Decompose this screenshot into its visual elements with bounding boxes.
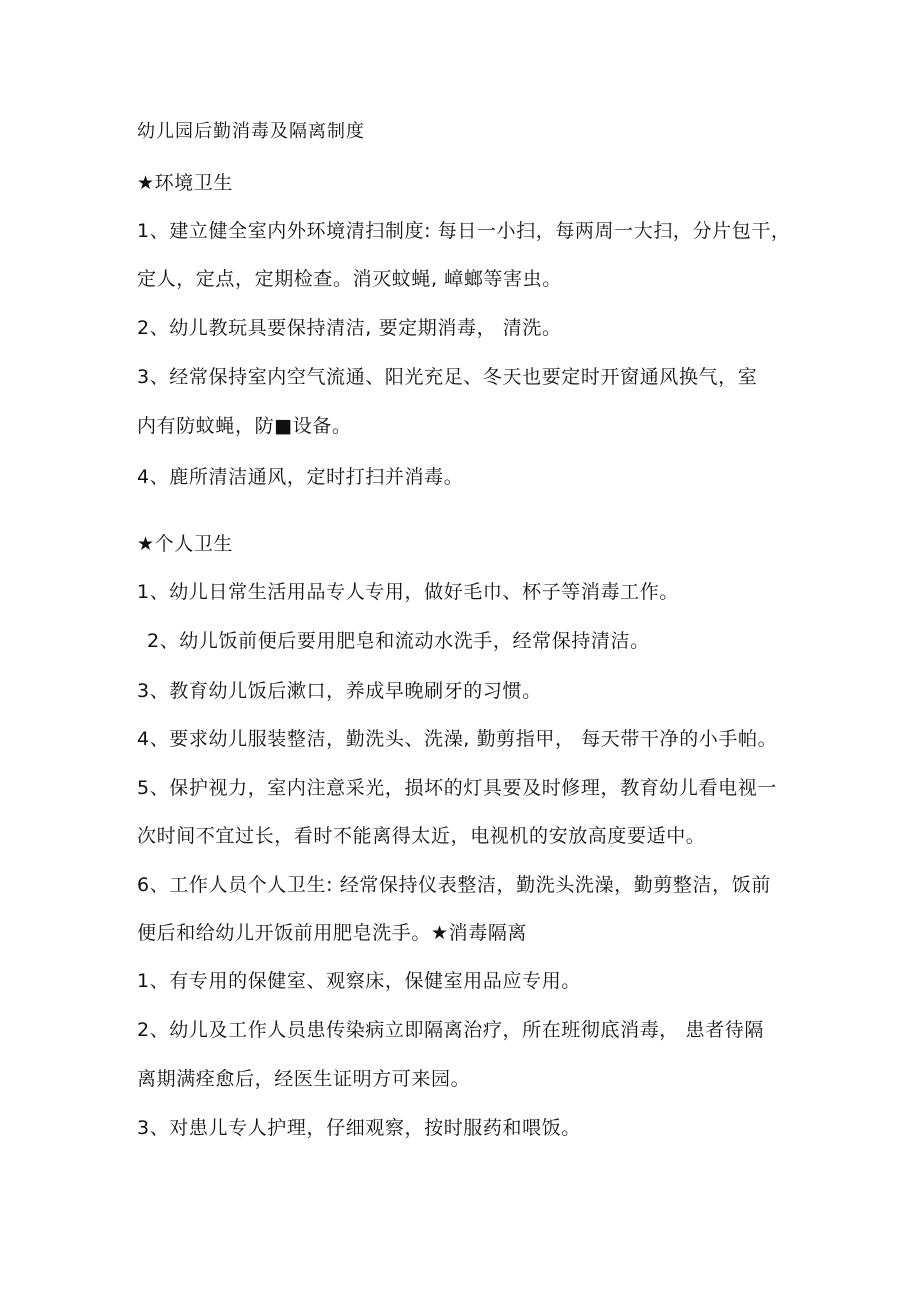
env-item-3-line-1: 3、经常保持室内空气流通、阳光充足、冬天也要定时开窗通风换气，室 [137, 366, 758, 388]
env-item-1-line-1: 1、建立健全室内外环境清扫制度: 每日一小扫，每两周一大扫，分片包干， [137, 220, 791, 242]
section-heading-personal: ★个人卫生 [137, 533, 234, 555]
env-item-2: 2、幼儿教玩具要保持清洁, 要定期消毒， 清洗。 [137, 317, 562, 339]
personal-item-3: 3、教育幼儿饭后漱口，养成早晚刷牙的习惯。 [137, 680, 542, 702]
personal-item-6-line-1: 6、工作人员个人卫生: 经常保持仪表整洁，勤洗头洗澡，勤剪整洁，饭前 [137, 874, 771, 896]
section-heading-environment: ★环境卫生 [137, 172, 234, 194]
isolation-item-2-line-1: 2、幼儿及工作人员患传染病立即隔离治疗，所在班彻底消毒， 患者待隔 [137, 1019, 764, 1041]
env-item-4: 4、鹿所清洁通风，定时打扫并消毒。 [137, 466, 464, 488]
personal-item-1: 1、幼儿日常生活用品专人专用，做好毛巾、杯子等消毒工作。 [137, 581, 679, 603]
personal-item-6-line-2: 便后和给幼儿开饭前用肥皂洗手。★消毒隔离 [137, 922, 528, 944]
isolation-item-3: 3、对患儿专人护理，仔细观察，按时服药和喂饭。 [137, 1117, 581, 1139]
isolation-item-2-line-2: 离期满痊愈后，经医生证明方可来园。 [137, 1068, 471, 1090]
isolation-item-1: 1、有专用的保健室、观察床，保健室用品应专用。 [137, 970, 581, 992]
document-title: 幼儿园后勤消毒及隔离制度 [137, 121, 365, 142]
personal-item-5-line-1: 5、保护视力，室内注意采光，损坏的灯具要及时修理，教育幼儿看电视一 [137, 777, 777, 799]
personal-item-4: 4、要求幼儿服装整洁，勤洗头、洗澡, 勤剪指甲， 每天带干净的小手帕。 [137, 728, 778, 750]
env-item-3-line-2: 内有防蚊蝇，防■设备。 [137, 415, 352, 437]
personal-item-2: 2、幼儿饭前便后要用肥皂和流动水洗手，经常保持清洁。 [147, 630, 650, 652]
env-item-1-line-2: 定人，定点，定期检查。消灭蚊蝇, 嶂螂等害虫。 [137, 268, 562, 290]
personal-item-5-line-2: 次时间不宜过长，看时不能离得太近，电视机的安放高度要适中。 [137, 825, 706, 847]
